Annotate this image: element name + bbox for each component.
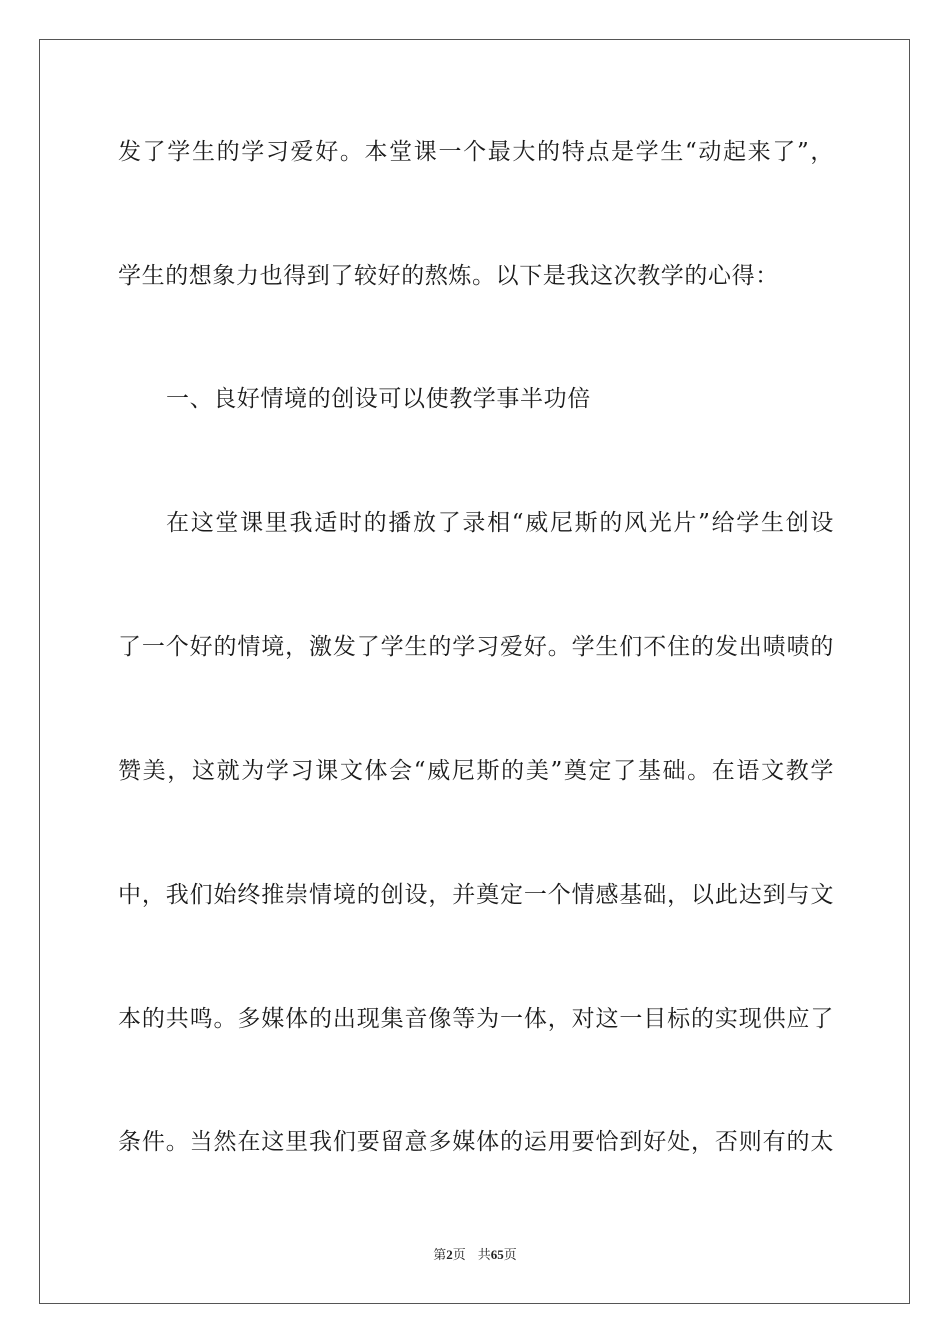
page-suffix: 页 bbox=[452, 1247, 466, 1262]
paragraph-line-1: 发了学生的学习爱好。本堂课一个最大的特点是学生“动起来了”， bbox=[118, 139, 834, 165]
page-footer bbox=[0, 1247, 950, 1263]
paragraph-line-5: 了一个好的情境，激发了学生的学习爱好。学生们不住的发出啧啧的 bbox=[118, 634, 834, 660]
page-border bbox=[39, 39, 910, 1304]
section-heading: 一、良好情境的创设可以使教学事半功倍 bbox=[166, 386, 591, 412]
page-number: 2 bbox=[446, 1247, 453, 1262]
page-prefix: 第 bbox=[433, 1247, 447, 1262]
paragraph-line-9: 条件。当然在这里我们要留意多媒体的运用要恰到好处，否则有的太 bbox=[118, 1129, 834, 1155]
paragraph-line-6: 赞美，这就为学习课文体会“威尼斯的美”奠定了基础。在语文教学 bbox=[118, 758, 834, 784]
total-pages: 65 bbox=[490, 1247, 504, 1262]
total-prefix: 共 bbox=[477, 1247, 491, 1262]
total-suffix: 页 bbox=[503, 1247, 517, 1262]
paragraph-line-4: 在这堂课里我适时的播放了录相“威尼斯的风光片”给学生创设 bbox=[166, 510, 834, 536]
paragraph-line-2: 学生的想象力也得到了较好的熬炼。以下是我这次教学的心得： bbox=[118, 263, 779, 289]
paragraph-line-8: 本的共鸣。多媒体的出现集音像等为一体，对这一目标的实现供应了 bbox=[118, 1006, 834, 1032]
paragraph-line-7: 中，我们始终推崇情境的创设，并奠定一个情感基础，以此达到与文 bbox=[118, 882, 834, 908]
